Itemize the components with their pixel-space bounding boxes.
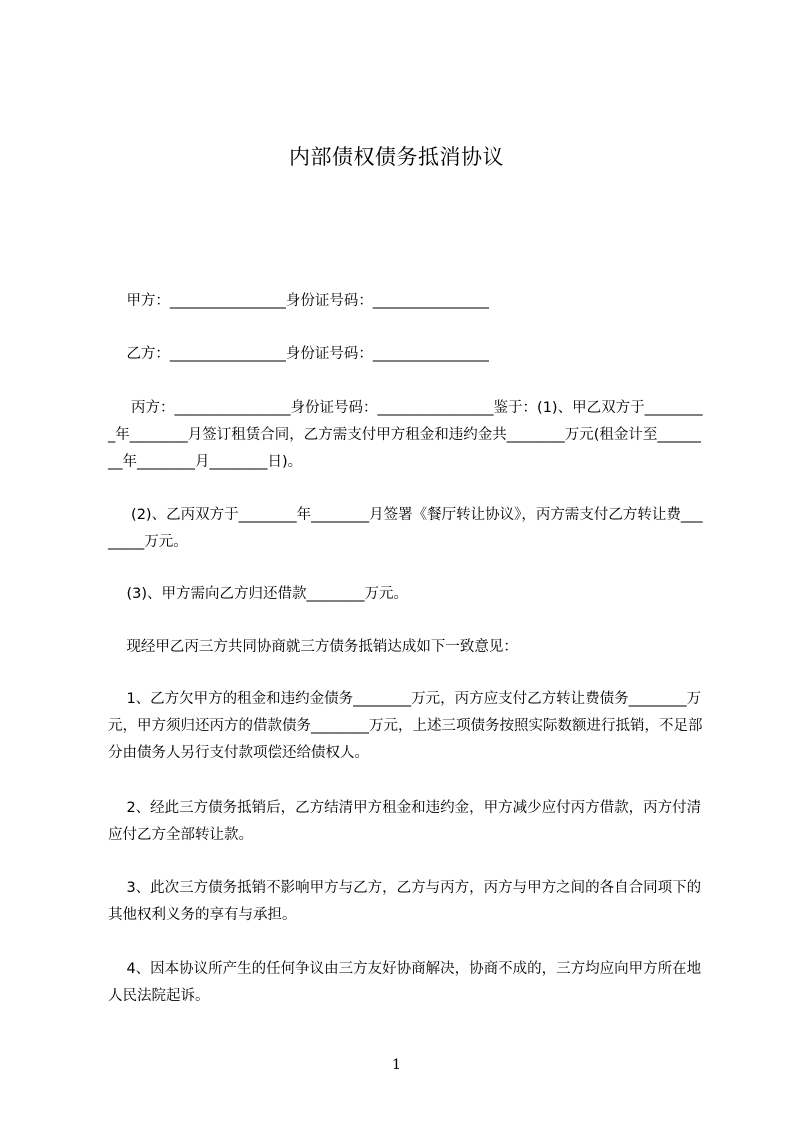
clause-3-paragraph: 3、此次三方债务抵销不影响甲方与乙方，乙方与丙方，丙方与甲方之间的各自合同项下的其他权利义务的享有与承担。 xyxy=(108,880,702,923)
clause-1-paragraph: 1、乙方欠甲方的租金和违约金债务________万元，丙方应支付乙方转让费债务________万元，甲方须归还丙方的借款债务________万元，上述三项债务按照实际数额进行抵销，不足部分由债务人另行支付款项偿还给债权人。 xyxy=(108,691,703,761)
party-c-recital-paragraph: 丙方：________________身份证号码：________________鉴于：(1)、甲乙双方于_________年________月签订租赁合同，乙方需支付甲方租金和违约金共________万元(租金计至________年________月________日)。 xyxy=(108,400,703,470)
clause-4-paragraph: 4、因本协议所产生的任何争议由三方友好协商解决，协商不成的，三方均应向甲方所在地人民法院起诉。 xyxy=(108,961,702,1004)
page-number: 1 xyxy=(392,1057,401,1073)
document-title: 内部债权债务抵消协议 xyxy=(289,145,504,169)
recital-3-paragraph: (3)、甲方需向乙方归还借款________万元。 xyxy=(108,586,408,602)
clause-2-paragraph: 2、经此三方债务抵销后，乙方结清甲方租金和违约金，甲方减少应付丙方借款，丙方付清应付乙方全部转让款。 xyxy=(108,800,702,843)
party-a-line: 甲方：________________身份证号码：________________ xyxy=(108,293,489,309)
recital-2-paragraph: (2)、乙丙双方于________年________月签署《餐厅转让协议》，丙方需支付乙方转让费________万元。 xyxy=(108,507,703,550)
party-b-line: 乙方：________________身份证号码：________________ xyxy=(108,346,489,362)
agreement-intro-paragraph: 现经甲乙丙三方共同协商就三方债务抵销达成如下一致意见： xyxy=(108,639,518,655)
